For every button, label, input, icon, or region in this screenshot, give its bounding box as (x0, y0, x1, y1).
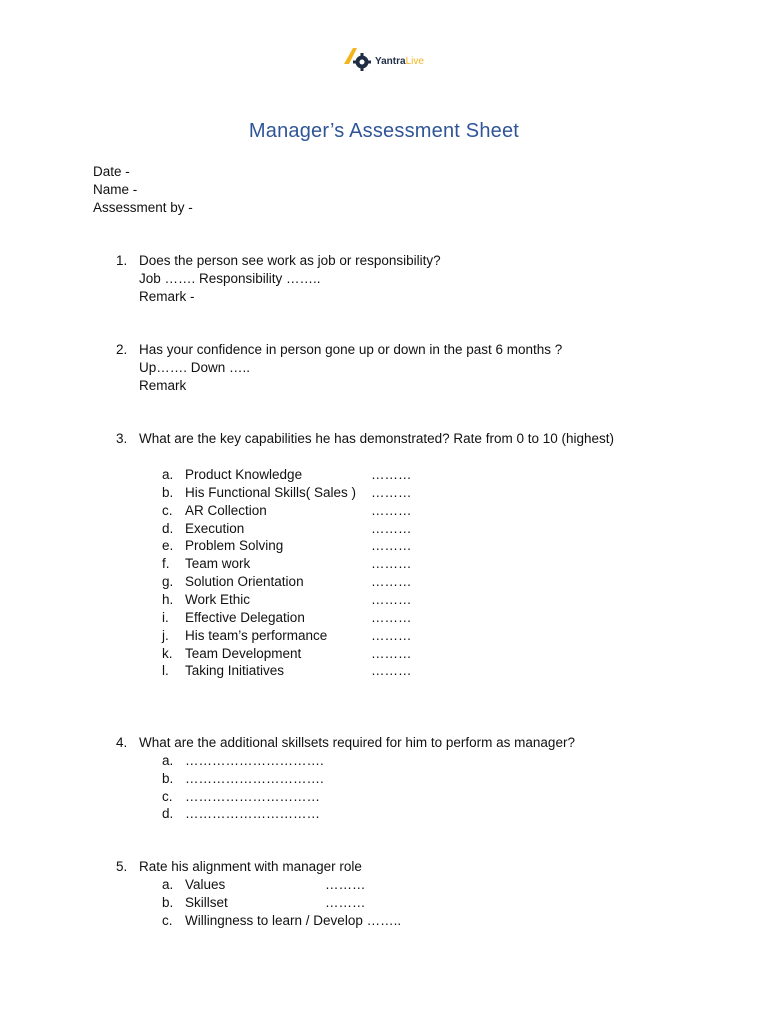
rating-blank: ……… (371, 610, 412, 625)
date-field: Date - (93, 164, 130, 179)
item-label: Execution (185, 521, 245, 536)
item-letter: b. (162, 771, 174, 786)
rating-blank: ……… (371, 646, 412, 661)
item-label: Solution Orientation (185, 574, 304, 589)
item-label: Values (185, 877, 226, 892)
answer-line: Job ……. Responsibility …….. (139, 271, 321, 286)
rating-blank: ……… (371, 592, 412, 607)
item-letter: h. (162, 592, 174, 607)
question-number: 3. (116, 431, 128, 446)
rating-blank: ……… (371, 663, 412, 678)
question-number: 5. (116, 859, 128, 874)
item-letter: c. (162, 913, 173, 928)
item-blank-line: ………………………… (185, 806, 320, 821)
question-number: 2. (116, 342, 128, 357)
logo-wordmark (375, 56, 424, 67)
item-letter: l. (162, 663, 169, 678)
logo-text-primary: Yantra (375, 56, 406, 67)
item-label: Product Knowledge (185, 467, 303, 482)
name-field: Name - (93, 182, 138, 197)
item-letter: b. (162, 485, 174, 500)
page-title: Manager’s Assessment Sheet (248, 120, 520, 142)
rating-blank: ……… (325, 877, 366, 892)
item-label: AR Collection (185, 503, 267, 518)
rating-blank: ……… (371, 556, 412, 571)
item-label: His Functional Skills( Sales ) (185, 485, 357, 500)
item-label: Skillset (185, 895, 228, 910)
yantralive-logo (341, 44, 431, 74)
item-letter: a. (162, 467, 174, 482)
item-label: Problem Solving (185, 538, 284, 553)
item-letter: i. (162, 610, 169, 625)
item-letter: d. (162, 521, 174, 536)
rating-blank: ……… (371, 485, 412, 500)
question-text: Has your confidence in person gone up or down in the past 6 months ? (139, 342, 563, 357)
item-letter: c. (162, 789, 173, 804)
item-letter: g. (162, 574, 174, 589)
item-label: Work Ethic (185, 592, 251, 607)
rating-blank: ……… (371, 628, 412, 643)
rating-blank: ……… (371, 467, 412, 482)
item-letter: d. (162, 806, 174, 821)
item-blank-line: ………………………… (185, 789, 320, 804)
item-label: Effective Delegation (185, 610, 305, 625)
item-label: Team Development (185, 646, 302, 661)
logo-text-secondary: Live (405, 56, 424, 67)
logo-mark-icon (341, 44, 375, 74)
question-text: Does the person see work as job or responsibility? (139, 253, 441, 268)
assessment-by-field: Assessment by - (93, 200, 193, 215)
answer-line: Up……. Down ….. (139, 360, 251, 375)
item-blank-line: …………………………. (185, 753, 324, 768)
answer-line: Remark - (139, 289, 195, 304)
rating-blank: ……… (371, 538, 412, 553)
item-letter: a. (162, 877, 174, 892)
question-text: What are the additional skillsets required for him to perform as manager? (139, 735, 575, 750)
rating-blank: ……… (371, 574, 412, 589)
item-label: Taking Initiatives (185, 663, 285, 678)
question-number: 4. (116, 735, 128, 750)
question-text: What are the key capabilities he has demonstrated? Rate from 0 to 10 (highest) (139, 431, 615, 446)
item-letter: f. (162, 556, 170, 571)
question-text: Rate his alignment with manager role (139, 859, 362, 874)
item-label: Willingness to learn / Develop …….. (185, 913, 402, 928)
item-letter: c. (162, 503, 173, 518)
item-letter: e. (162, 538, 174, 553)
rating-blank: ……… (325, 895, 366, 910)
question-number: 1. (116, 253, 128, 268)
answer-line: Remark (139, 378, 187, 393)
item-letter: j. (162, 628, 169, 643)
item-blank-line: …………………………. (185, 771, 324, 786)
item-label: His team’s performance (185, 628, 328, 643)
item-label: Team work (185, 556, 251, 571)
item-letter: a. (162, 753, 174, 768)
rating-blank: ……… (371, 521, 412, 536)
rating-blank: ……… (371, 503, 412, 518)
item-letter: b. (162, 895, 174, 910)
item-letter: k. (162, 646, 173, 661)
